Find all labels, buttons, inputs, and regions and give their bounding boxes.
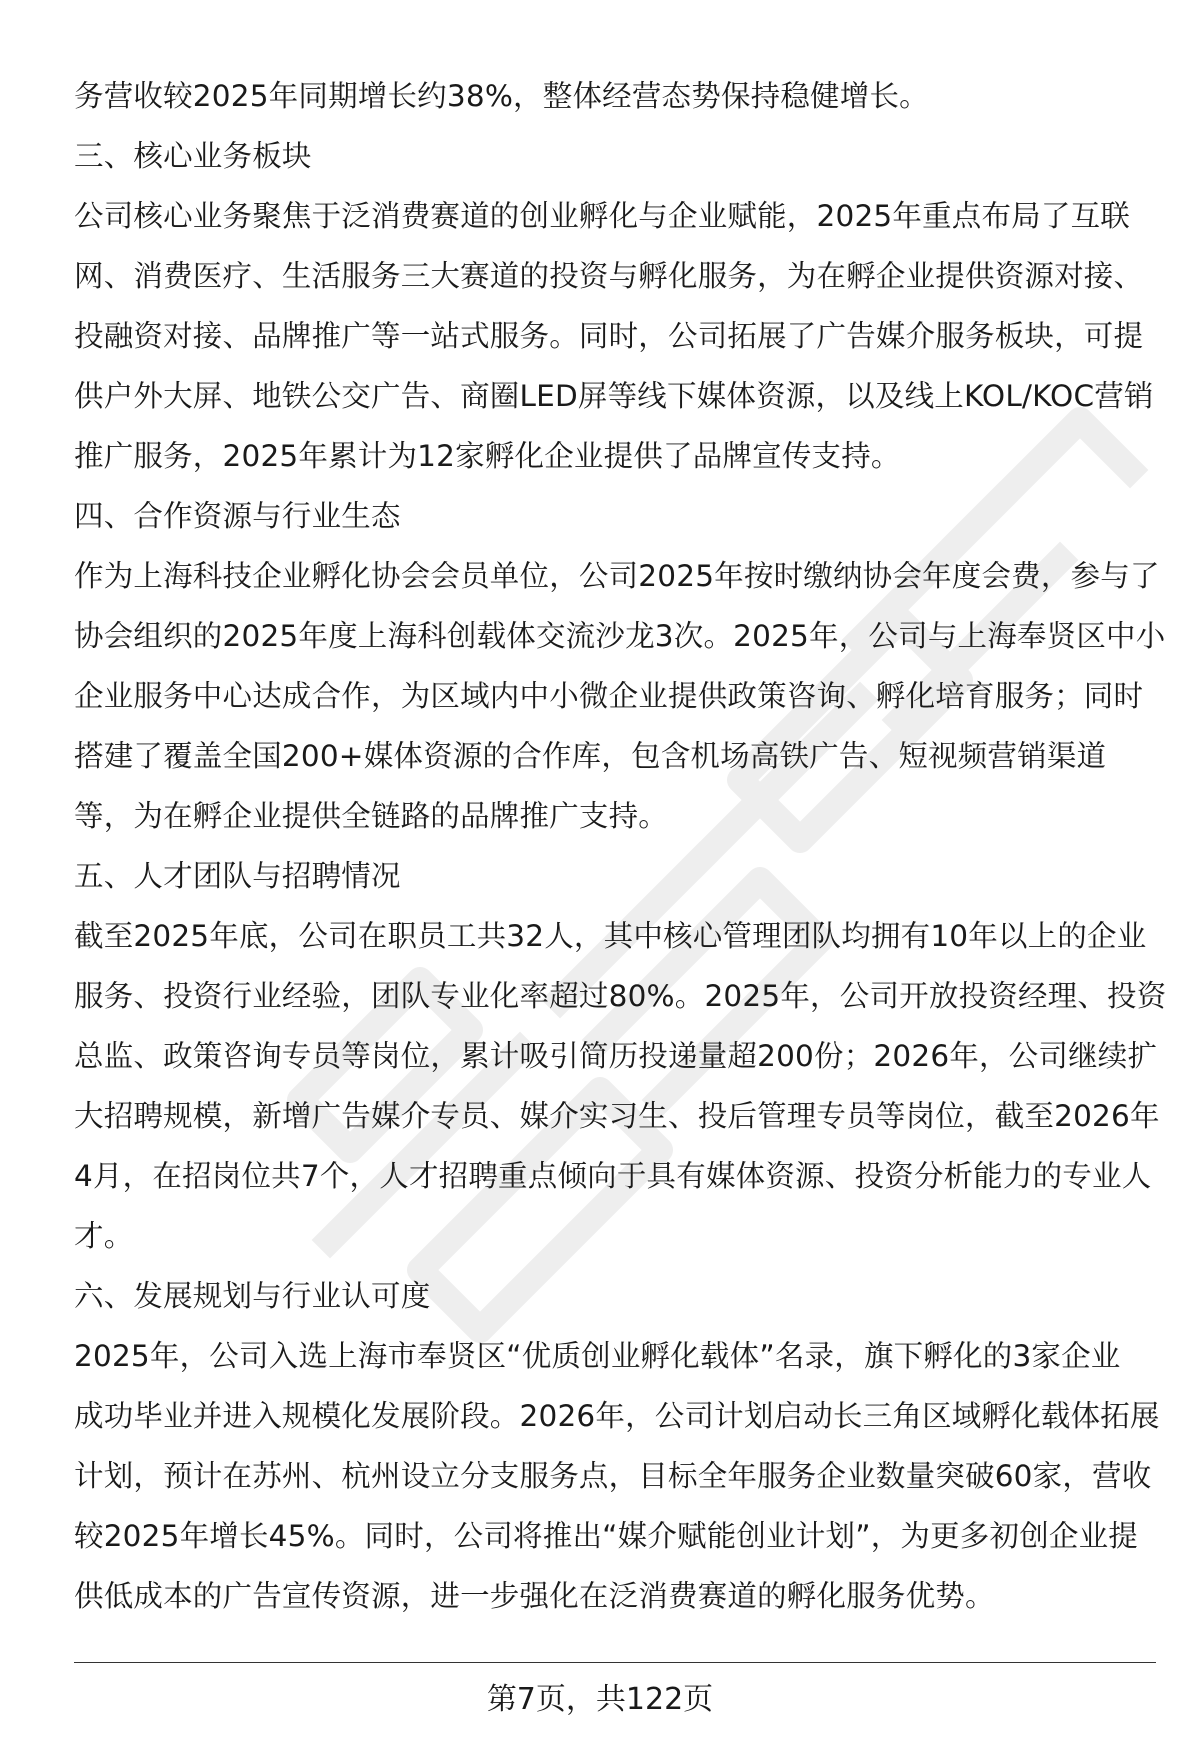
paragraph-line: 作为上海科技企业孵化协会会员单位，公司2025年按时缴纳协会年度会费，参与了 [74, 559, 1160, 593]
section-heading-core-business: 三、核心业务板块 [74, 139, 312, 173]
paragraph-line: 供户外大屏、地铁公交广告、商圈LED屏等线下媒体资源，以及线上KOL/KOC营销 [74, 379, 1154, 413]
paragraph-line: 务营收较2025年同期增长约38%，整体经营态势保持稳健增长。 [74, 79, 929, 113]
section-heading-cooperation: 四、合作资源与行业生态 [74, 499, 401, 533]
paragraph-line: 公司核心业务聚焦于泛消费赛道的创业孵化与企业赋能，2025年重点布局了互联 [74, 199, 1130, 233]
paragraph-line: 协会组织的2025年度上海科创载体交流沙龙3次。2025年，公司与上海奉贤区中小 [74, 619, 1166, 653]
paragraph-line: 2025年，公司入选上海市奉贤区“优质创业孵化载体”名录，旗下孵化的3家企业 [74, 1339, 1121, 1373]
paragraph-line: 计划，预计在苏州、杭州设立分支服务点，目标全年服务企业数量突破60家，营收 [74, 1459, 1152, 1493]
paragraph-line: 总监、政策咨询专员等岗位，累计吸引简历投递量超200份；2026年，公司继续扩 [74, 1039, 1158, 1073]
paragraph-line: 大招聘规模，新增广告媒介专员、媒介实习生、投后管理专员等岗位，截至2026年 [74, 1099, 1160, 1133]
section-heading-development: 六、发展规划与行业认可度 [74, 1279, 431, 1313]
section-heading-talent: 五、人才团队与招聘情况 [74, 859, 401, 893]
paragraph-line: 企业服务中心达成合作，为区域内中小微企业提供政策咨询、孵化培育服务；同时 [74, 679, 1144, 713]
paragraph-line: 网、消费医疗、生活服务三大赛道的投资与孵化服务，为在孵企业提供资源对接、 [74, 259, 1144, 293]
paragraph-line: 服务、投资行业经验，团队专业化率超过80%。2025年，公司开放投资经理、投资 [74, 979, 1167, 1013]
paragraph-line: 截至2025年底，公司在职员工共32人，其中核心管理团队均拥有10年以上的企业 [74, 919, 1147, 953]
page-number: 第7页，共122页 [486, 1682, 714, 1717]
paragraph-line: 等，为在孵企业提供全链路的品牌推广支持。 [74, 799, 669, 833]
paragraph-line: 投融资对接、品牌推广等一站式服务。同时，公司拓展了广告媒介服务板块，可提 [74, 319, 1144, 353]
paragraph-line: 才。 [74, 1219, 134, 1253]
paragraph-line: 搭建了覆盖全国200+媒体资源的合作库，包含机场高铁广告、短视频营销渠道 [74, 739, 1107, 773]
paragraph-line: 4月，在招岗位共7个，人才招聘重点倾向于具有媒体资源、投资分析能力的专业人 [74, 1159, 1152, 1193]
paragraph-line: 较2025年增长45%。同时，公司将推出“媒介赋能创业计划”，为更多初创企业提 [74, 1519, 1139, 1553]
paragraph-line: 推广服务，2025年累计为12家孵化企业提供了品牌宣传支持。 [74, 439, 901, 473]
footer-divider [74, 1662, 1156, 1663]
document-body [74, 66, 1167, 1626]
paragraph-line: 供低成本的广告宣传资源，进一步强化在泛消费赛道的孵化服务优势。 [74, 1579, 995, 1613]
paragraph-line: 成功毕业并进入规模化发展阶段。2026年，公司计划启动长三角区域孵化载体拓展 [74, 1399, 1160, 1433]
